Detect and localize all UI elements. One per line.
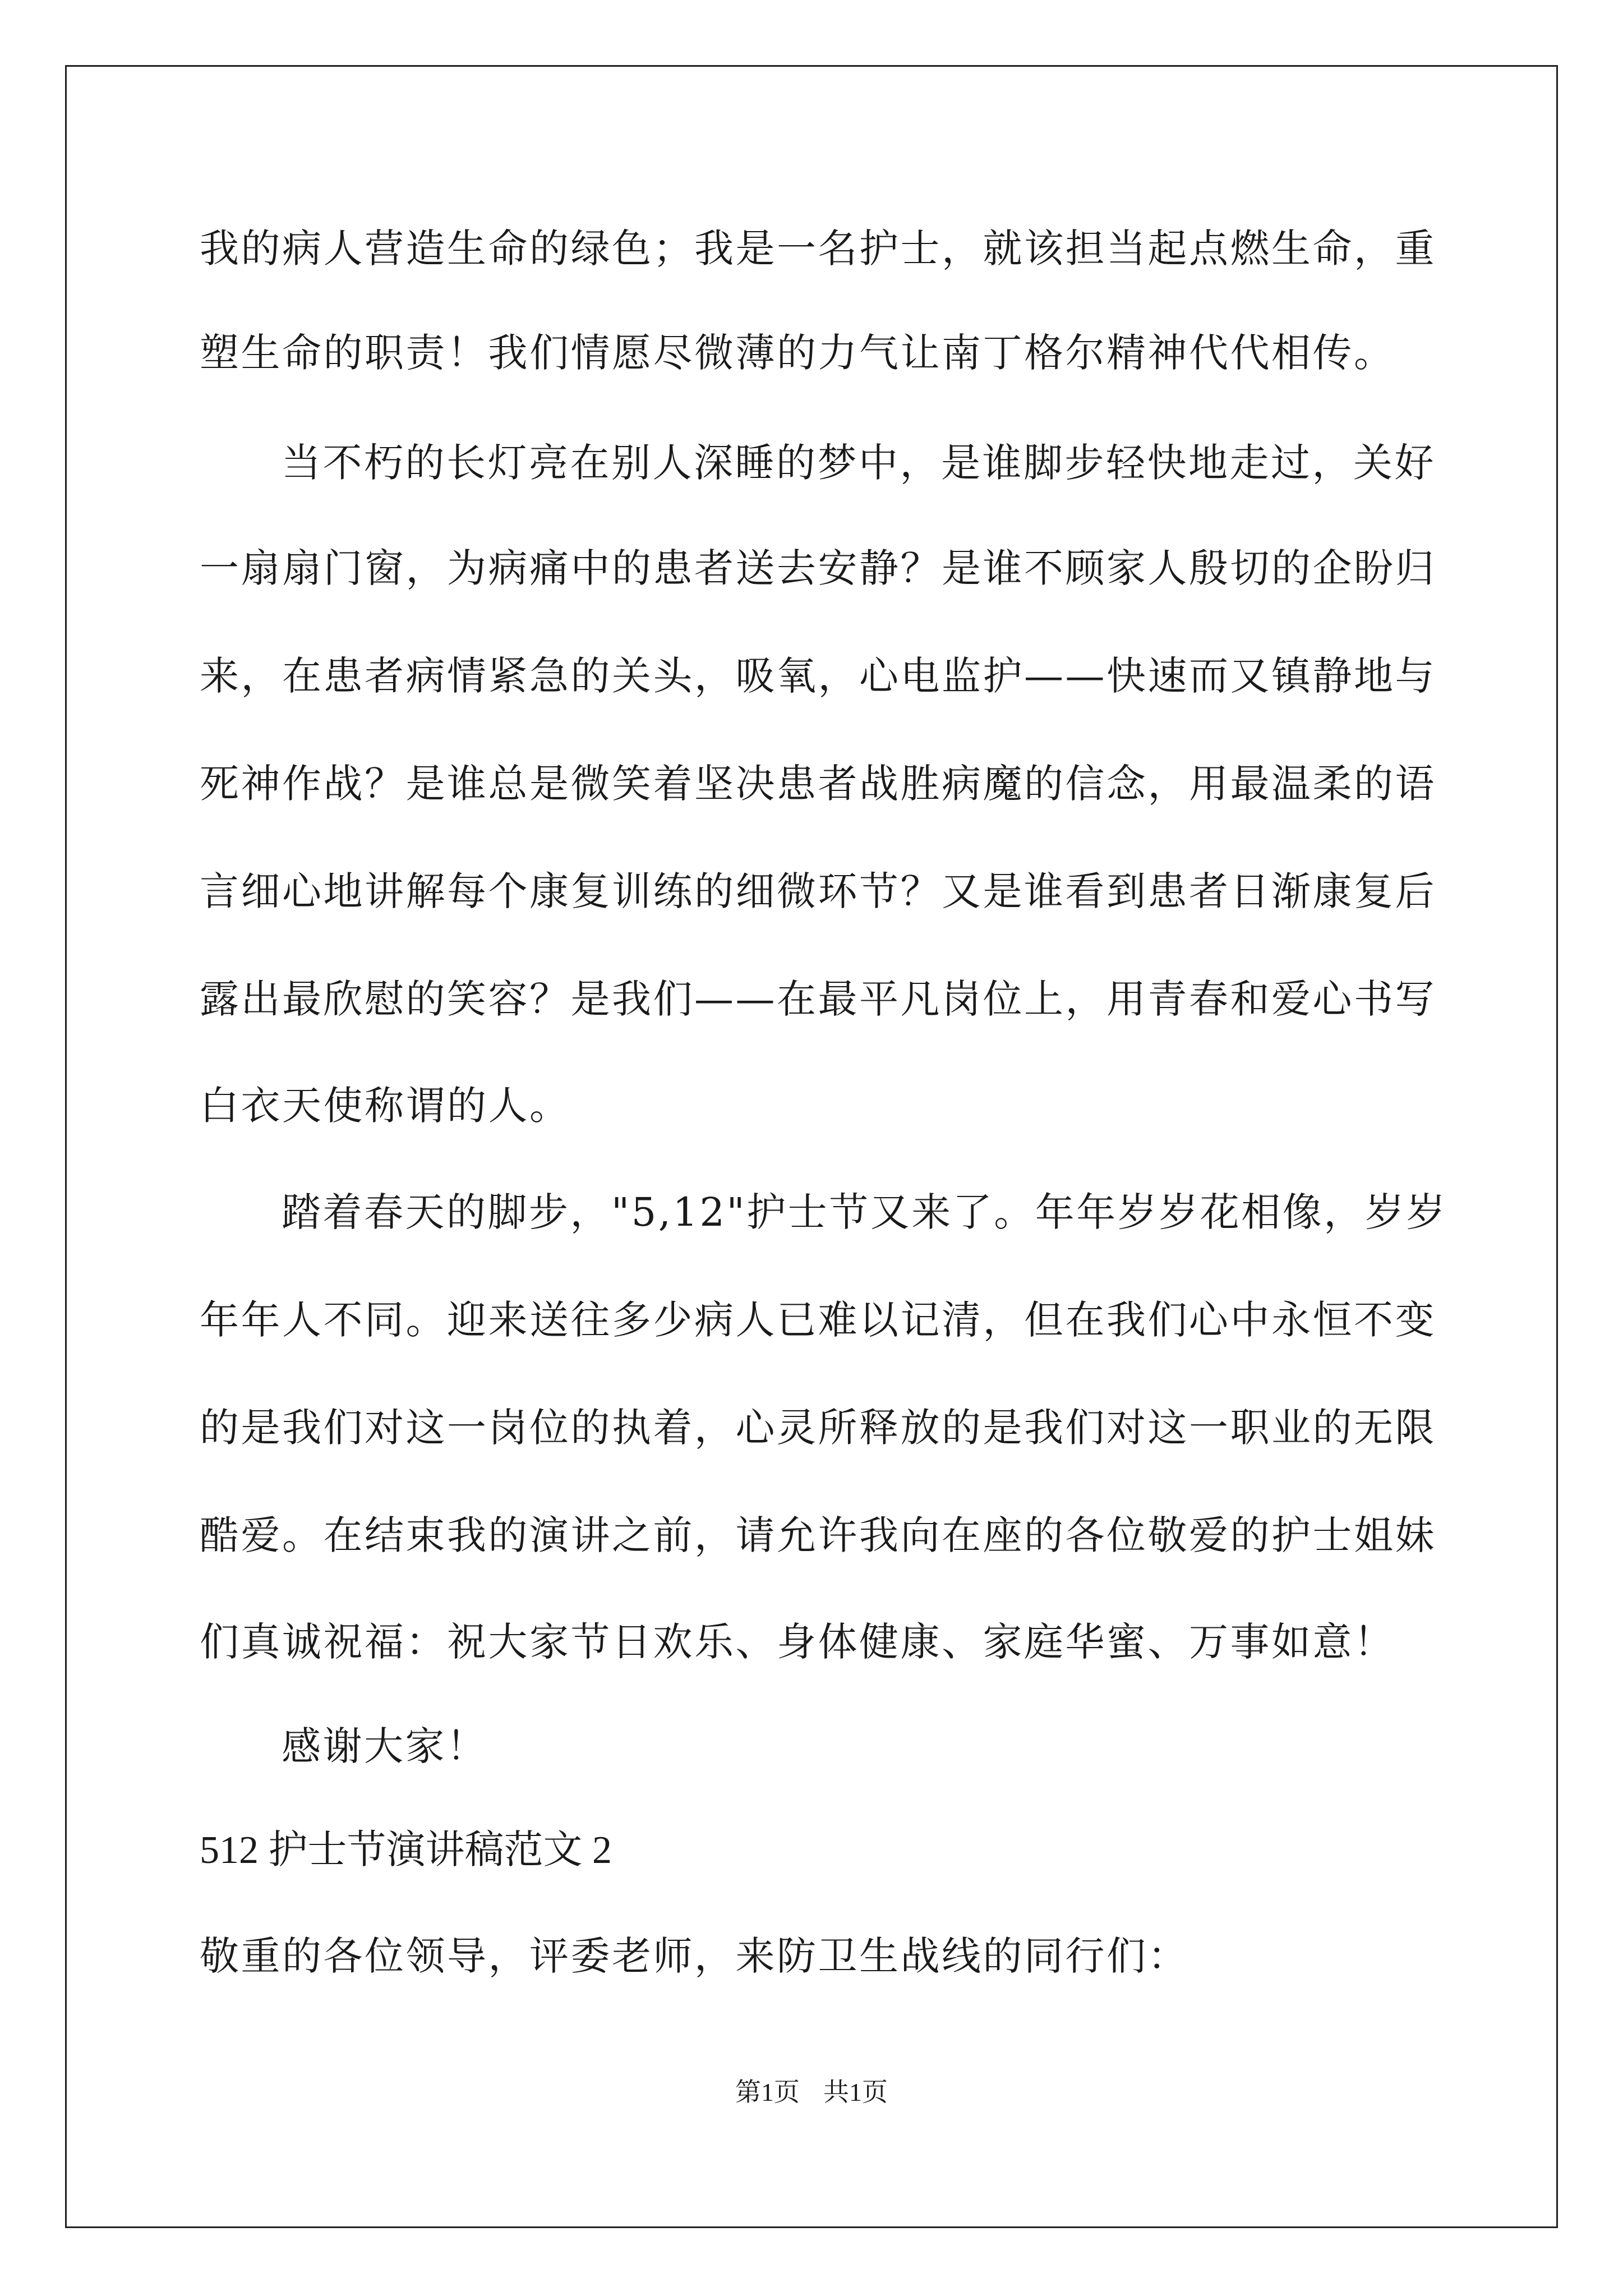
text-line: 言细心地讲解每个康复训练的细微环节？又是谁看到患者日渐康复后 (200, 868, 1436, 914)
text-line: 白衣天使称谓的人。 (200, 1083, 571, 1129)
text-line: 年年人不同。迎来送往多少病人已难以记清，但在我们心中永恒不变 (200, 1297, 1436, 1343)
page-total: 共1页 (823, 2078, 888, 2106)
text-line: 踏着春天的脚步，"5,12"护士节又来了。年年岁岁花相像，岁岁 (282, 1189, 1447, 1235)
greeting-line: 敬重的各位领导，评委老师，来防卫生战线的同行们： (200, 1933, 1189, 1979)
text-line: 来，在患者病情紧急的关头，吸氧，心电监护——快速而又镇静地与 (200, 653, 1436, 699)
text-line: 露出最欣慰的笑容？是我们——在最平凡岗位上，用青春和爱心书写 (200, 976, 1436, 1022)
text-line: 塑生命的职责！我们情愿尽微薄的力气让南丁格尔精神代代相传。 (200, 330, 1395, 376)
text-line: 们真诚祝福：祝大家节日欢乐、身体健康、家庭华蜜、万事如意！ (200, 1619, 1395, 1665)
page-border (65, 65, 1558, 2228)
text-line: 我的病人营造生命的绿色；我是一名护士，就该担当起点燃生命，重 (200, 226, 1436, 272)
text-line: 死神作战？是谁总是微笑着坚决患者战胜病魔的信念，用最温柔的语 (200, 761, 1436, 807)
text-line: 当不朽的长灯亮在别人深睡的梦中，是谁脚步轻快地走过，关好 (282, 440, 1436, 486)
page-number: 第1页 (735, 2078, 800, 2106)
section-title: 512 护士节演讲稿范文 2 (200, 1829, 612, 1872)
text-line: 一扇扇门窗，为病痛中的患者送去安静？是谁不顾家人殷切的企盼归 (200, 545, 1436, 591)
text-line: 感谢大家！ (282, 1723, 488, 1769)
text-line: 的是我们对这一岗位的执着，心灵所释放的是我们对这一职业的无限 (200, 1405, 1436, 1451)
page-footer (0, 2076, 1623, 2109)
text-line: 酷爱。在结束我的演讲之前，请允许我向在座的各位敬爱的护士姐妹 (200, 1512, 1436, 1558)
